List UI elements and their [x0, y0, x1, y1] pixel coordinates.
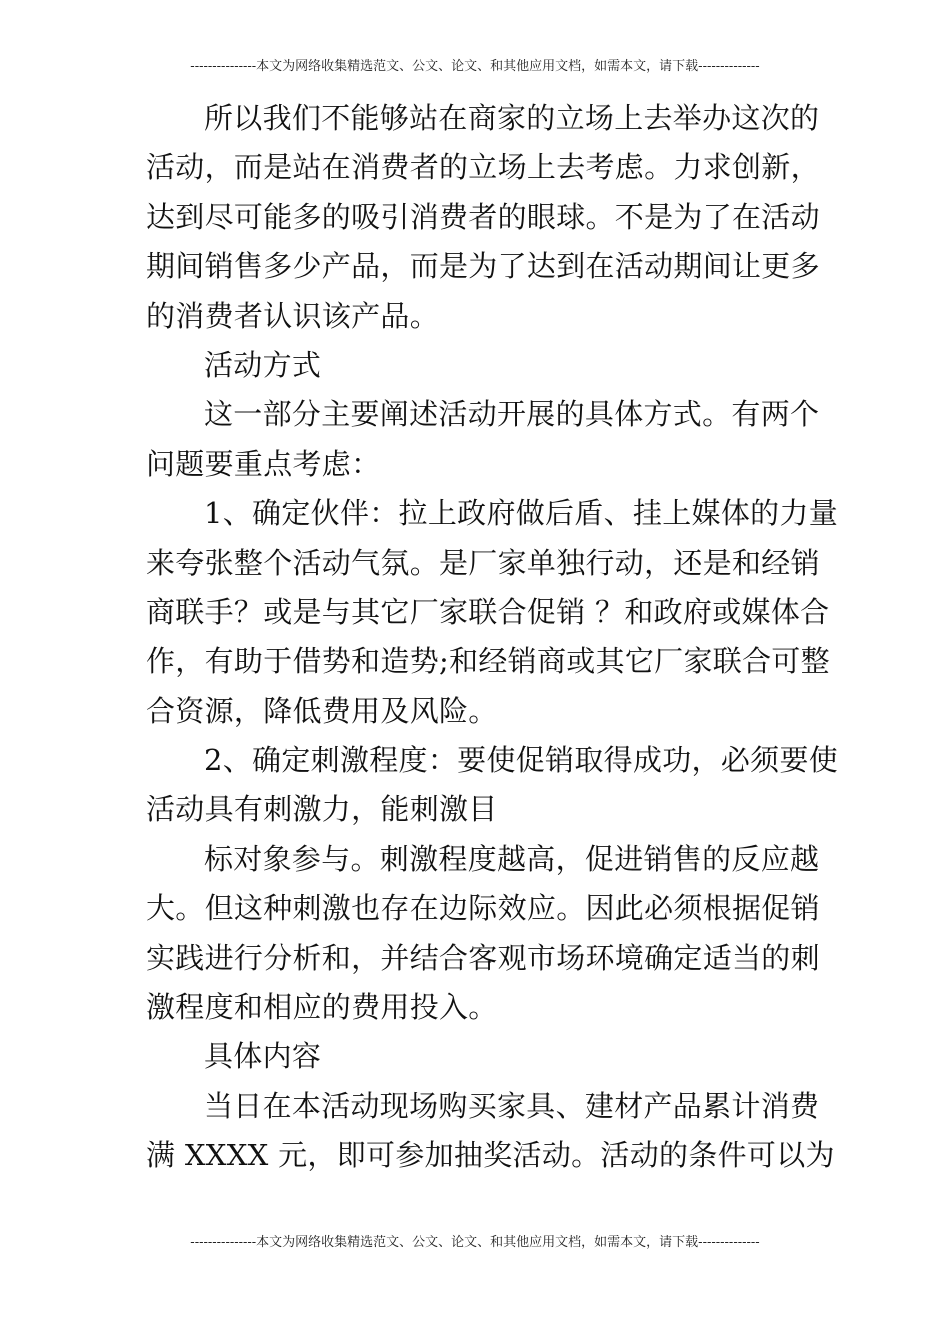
paragraph-line: 1、确定伙伴：拉上政府做后盾、挂上媒体的力量	[204, 496, 839, 531]
paragraph-line: 活动，而是站在消费者的立场上去考虑。力求创新，	[146, 150, 820, 185]
document-body	[146, 94, 839, 1181]
paragraph-line: 问题要重点考虑：	[146, 446, 381, 481]
section-heading: 活动方式	[204, 347, 322, 382]
paragraph-line: 商联手？或是与其它厂家联合促销 ？和政府或媒体合	[146, 594, 830, 629]
paragraph-line: 这一部分主要阐述活动开展的具体方式。有两个	[204, 397, 820, 432]
paragraph-line: 期间销售多少产品，而是为了达到在活动期间让更多	[146, 249, 820, 284]
paragraph-line: 标对象参与。刺激程度越高，促进销售的反应越	[204, 841, 820, 876]
paragraph-line: 来夸张整个活动气氛。是厂家单独行动，还是和经销	[146, 545, 820, 580]
paragraph-line: 满 XXXX 元，即可参加抽奖活动。活动的条件可以为	[146, 1138, 835, 1173]
section-heading: 具体内容	[204, 1039, 322, 1074]
paragraph-line: 达到尽可能多的吸引消费者的眼球。不是为了在活动	[146, 199, 820, 234]
paragraph-line: 实践进行分析和，并结合客观市场环境确定适当的刺	[146, 940, 820, 975]
paragraph-line: 当日在本活动现场购买家具、建材产品累计消费	[204, 1088, 820, 1123]
paragraph-line: 作，有助于借势和造势;和经销商或其它厂家联合可整	[146, 644, 830, 679]
paragraph-line: 活动具有刺激力，能刺激目	[146, 792, 498, 827]
paragraph-line: 合资源，降低费用及风险。	[146, 693, 498, 728]
paragraph-line: 的消费者认识该产品。	[146, 298, 440, 333]
paragraph-line: 大。但这种刺激也存在边际效应。因此必须根据促销	[146, 891, 820, 926]
paragraph-line: 激程度和相应的费用投入。	[146, 990, 498, 1025]
header-banner: ---------------本文为网络收集精选范文、公文、论文、和其他应用文档，如需本文，请下载--------------	[190, 59, 760, 74]
paragraph-line: 2、确定刺激程度：要使促销取得成功，必须要使	[204, 743, 839, 778]
paragraph-line: 所以我们不能够站在商家的立场上去举办这次的	[204, 101, 820, 135]
footer-banner: ---------------本文为网络收集精选范文、公文、论文、和其他应用文档，如需本文，请下载--------------	[190, 1235, 760, 1250]
